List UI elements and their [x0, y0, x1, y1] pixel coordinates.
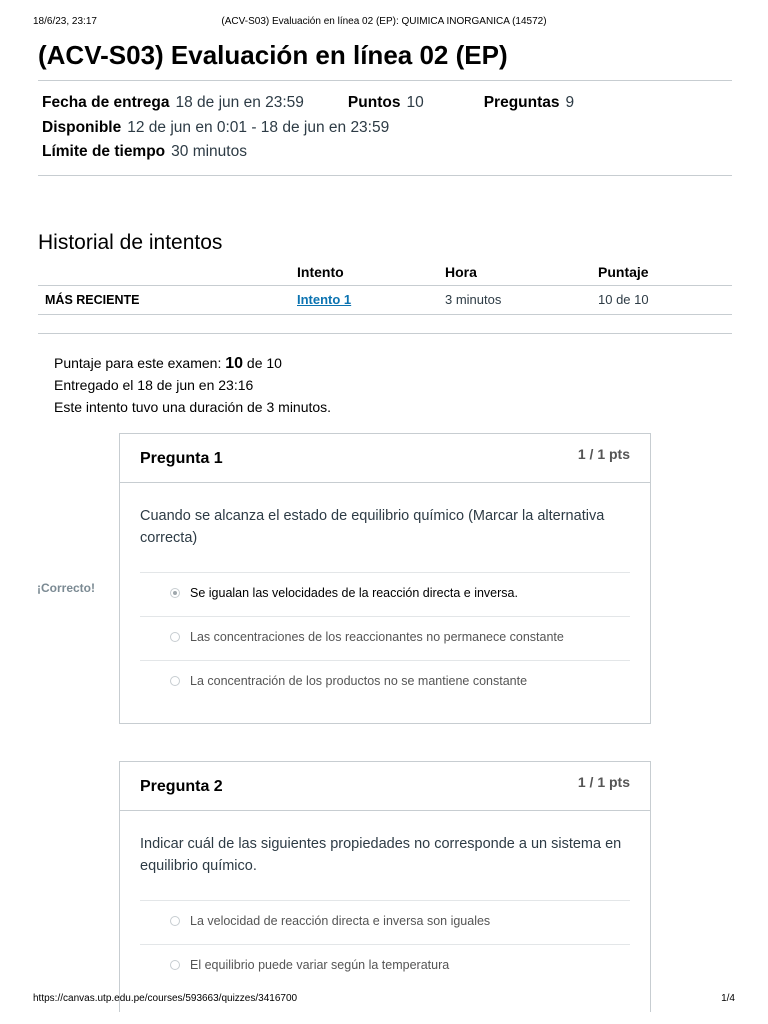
attempt-history-table: [38, 259, 732, 315]
answer-option[interactable]: [140, 572, 630, 616]
submitted-line: Entregado el 18 de jun en 23:16: [54, 376, 254, 393]
questions-value: 9: [565, 94, 575, 111]
answer-option[interactable]: [140, 616, 630, 660]
col-time: Hora: [445, 263, 477, 280]
time-limit-label: Límite de tiempo: [42, 143, 166, 160]
page-title: (ACV-S03) Evaluación en línea 02 (EP): [38, 40, 508, 70]
question-points: 1 / 1 pts: [577, 446, 630, 462]
available-value: 12 de jun en 0:01 - 18 de jun en 23:59: [127, 118, 390, 136]
most-recent-label: MÁS RECIENTE: [38, 285, 290, 314]
question-text: Cuando se alcanza el estado de equilibrio químico (Marcar la alternativa correcta): [140, 508, 605, 546]
question-name: Pregunta 2: [140, 778, 223, 795]
divider: [38, 333, 732, 334]
print-url: https://canvas.utp.edu.pe/courses/593663/quizzes/3416700: [33, 993, 298, 1004]
print-page-number: 1/4: [721, 993, 735, 1004]
available-label: Disponible: [42, 118, 122, 136]
question-name: Pregunta 1: [140, 450, 223, 467]
col-attempt: Intento: [297, 263, 344, 280]
attempt-score: 10 de 10: [598, 285, 732, 314]
points-value: 10: [406, 94, 424, 111]
print-header: [33, 16, 735, 30]
question-1: [119, 433, 651, 724]
answer-text: La velocidad de reacción directa e inversa son iguales: [190, 914, 491, 928]
due-value: 18 de jun en 23:59: [175, 94, 304, 111]
answer-text: El equilibrio puede variar según la temperatura: [190, 958, 450, 972]
table-header-row: [38, 259, 732, 286]
radio-icon[interactable]: [170, 676, 180, 686]
details-row-3: [42, 140, 732, 165]
print-title: (ACV-S03) Evaluación en línea 02 (EP): QUIMICA INORGANICA (14572): [221, 16, 547, 27]
question-2: [119, 761, 651, 1012]
answer-text: La concentración de los productos no se mantiene constante: [190, 674, 528, 688]
answer-text: Se igualan las velocidades de la reacción directa e inversa.: [190, 586, 518, 600]
correct-flag: ¡Correcto!: [37, 578, 119, 598]
answer-text: Las concentraciones de los reaccionantes no permanece constante: [190, 630, 564, 644]
points-label: Puntos: [347, 94, 401, 111]
col-score: Puntaje: [598, 263, 649, 280]
time-limit-value: 30 minutos: [171, 143, 247, 160]
attempt-time: 3 minutos: [445, 285, 598, 314]
radio-icon[interactable]: [170, 916, 180, 926]
radio-selected-icon[interactable]: [170, 588, 180, 598]
score-value: 10: [225, 354, 244, 372]
radio-icon[interactable]: [170, 960, 180, 970]
radio-icon[interactable]: [170, 632, 180, 642]
answer-option[interactable]: [140, 660, 630, 704]
question-header: [120, 762, 650, 811]
table-row: [38, 285, 732, 314]
due-label: Fecha de entrega: [42, 94, 170, 111]
details-row-1: [42, 91, 732, 116]
answer-list: [140, 900, 630, 988]
score-line: Puntaje para este examen: 10 de 10: [54, 354, 282, 372]
divider: [38, 175, 732, 176]
details-row-2: [42, 116, 732, 141]
answer-option[interactable]: [140, 944, 630, 988]
duration-line: Este intento tuvo una duración de 3 minutos.: [54, 398, 332, 415]
question-header: [120, 434, 650, 483]
answer-list: [140, 572, 630, 704]
answer-option[interactable]: [140, 900, 630, 944]
quiz-content: [38, 38, 732, 418]
questions-label: Preguntas: [483, 94, 560, 111]
history-heading: Historial de intentos: [38, 230, 223, 254]
attempt-link[interactable]: Intento 1: [297, 292, 352, 307]
print-date: 18/6/23, 23:17: [33, 16, 97, 27]
quiz-details: [38, 81, 732, 175]
question-points: 1 / 1 pts: [577, 774, 630, 790]
question-text: Indicar cuál de las siguientes propiedades no corresponde a un sistema en equilibrio químico.: [140, 836, 622, 874]
attempt-summary: [38, 352, 732, 418]
